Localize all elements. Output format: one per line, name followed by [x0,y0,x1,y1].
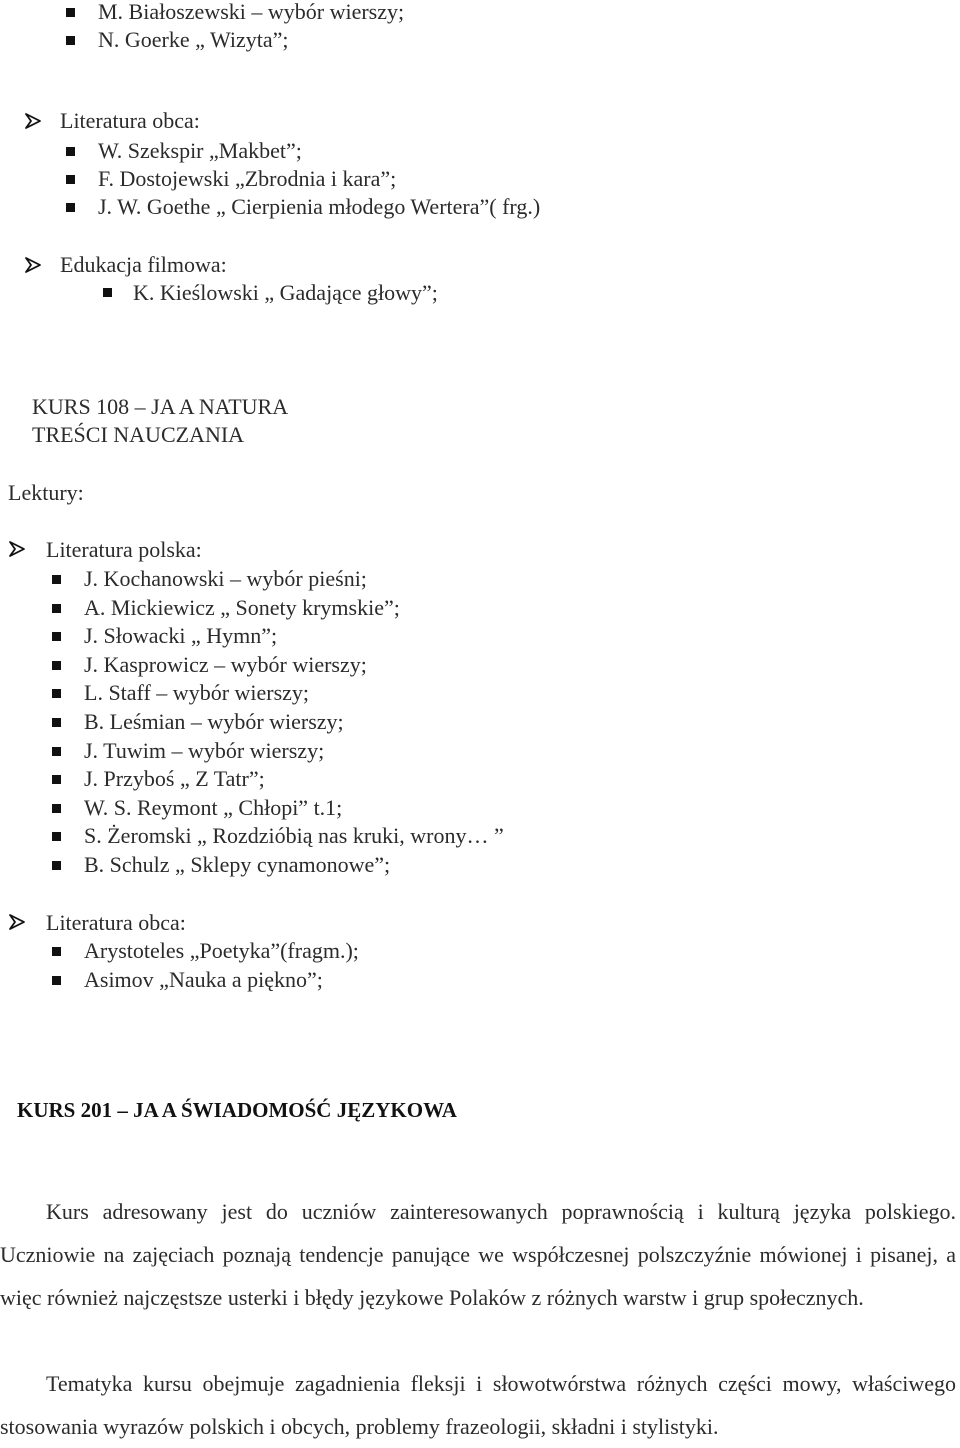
list-bullet [52,718,61,727]
list-item: J. Przyboś „ Z Tatr”; [84,766,265,791]
list-bullet [52,632,61,641]
list-item: J. Kochanowski – wybór pieśni; [84,566,367,591]
list-bullet [52,947,61,956]
list-bullet [52,604,61,613]
list-item: F. Dostojewski „Zbrodnia i kara”; [98,166,397,191]
list-bullet [52,804,61,813]
list-item: J. Kasprowicz – wybór wierszy; [84,652,367,677]
arrow-bullet-icon [24,256,42,274]
list-item: W. S. Reymont „ Chłopi” t.1; [84,795,343,820]
list-bullet [52,747,61,756]
arrow-bullet-icon [8,540,26,558]
course-description [0,1190,956,1319]
list-bullet [52,575,61,584]
list-item: B. Leśmian – wybór wierszy; [84,709,344,734]
list-item: S. Żeromski „ Rozdzióbią nas kruki, wrony… ” [84,823,504,848]
course-title: KURS 108 – JA A NATURA [32,394,289,419]
list-bullet [52,689,61,698]
arrow-bullet-icon [24,112,42,130]
arrow-bullet-icon [8,913,26,931]
list-bullet [66,175,75,184]
list-bullet [66,147,75,156]
list-heading: Literatura polska: [46,537,202,562]
list-bullet [52,775,61,784]
list-item: N. Goerke „ Wizyta”; [98,27,289,52]
list-bullet [52,661,61,670]
paragraph: Tematyka kursu obejmuje zagadnienia fleksji i słowotwórstwa różnych części mowy, właściwego stosowania wyrazów polskich i obcych, problemy frazeologii, składni i stylistyki. [0,1371,956,1439]
list-bullet [52,861,61,870]
course-title: KURS 201 – JA A ŚWIADOMOŚĆ JĘZYKOWA [17,1098,457,1122]
list-bullet [66,8,75,17]
list-item: B. Schulz „ Sklepy cynamonowe”; [84,852,391,877]
list-item: J. Słowacki „ Hymn”; [84,623,278,648]
list-bullet [66,36,75,45]
list-bullet [103,288,112,297]
list-item: M. Białoszewski – wybór wierszy; [98,0,405,24]
list-item: Arystoteles „Poetyka”(fragm.); [84,938,359,963]
list-item: Asimov „Nauka a piękno”; [84,967,323,992]
list-heading: Edukacja filmowa: [60,252,227,277]
list-heading: Literatura obca: [46,910,186,935]
course-topics [0,1362,956,1448]
list-item: A. Mickiewicz „ Sonety krymskie”; [84,595,400,620]
section-label: Lektury: [8,480,84,505]
list-bullet [66,203,75,212]
list-item: J. Tuwim – wybór wierszy; [84,738,325,763]
list-item: W. Szekspir „Makbet”; [98,138,302,163]
list-item: L. Staff – wybór wierszy; [84,680,310,705]
paragraph: Kurs adresowany jest do uczniów zainteresowanych poprawnością i kulturą języka polskiego. Uczniowie na zajęciach poznają tendencje panujące we współczesnej polszczyźnie mówionej i pisanej, a więc również najczęstsze usterki i błędy językowe Polaków z różnych warstw i grup społecznych. [0,1199,956,1310]
list-bullet [52,832,61,841]
list-item: K. Kieślowski „ Gadające głowy”; [133,280,438,305]
course-subtitle: TREŚCI NAUCZANIA [32,422,245,447]
list-bullet [52,976,61,985]
list-heading: Literatura obca: [60,108,200,133]
list-item: J. W. Goethe „ Cierpienia młodego Wertera”( frg.) [98,194,541,219]
